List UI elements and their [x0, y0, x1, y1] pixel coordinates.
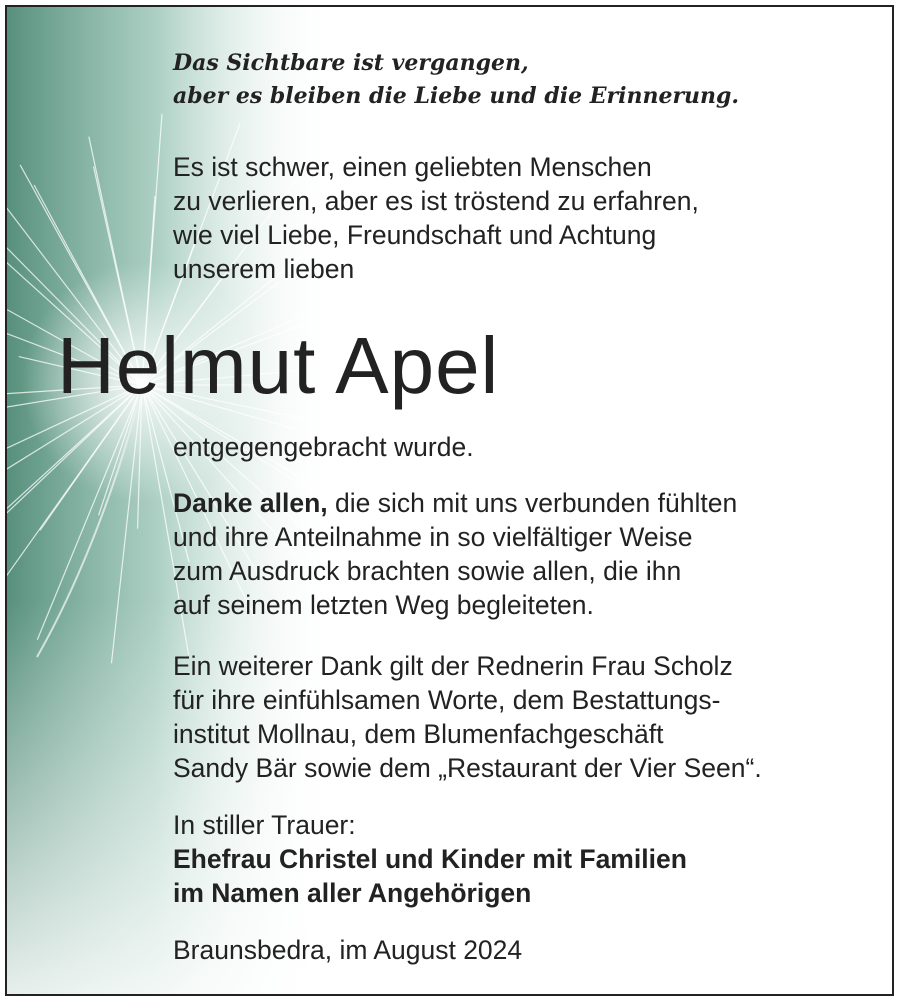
thanks-first-line [173, 486, 737, 520]
intro-line: zu verlieren, aber es ist tröstend zu erfahren, [173, 186, 699, 216]
further-thanks-paragraph [173, 649, 762, 785]
thanks-line: und ihre Anteilnahme in so vielfältiger Weise [173, 522, 693, 552]
mourners-name: im Namen aller Angehörigen [173, 878, 532, 908]
thanks-first-rest: die sich mit uns verbunden fühlten [327, 488, 738, 518]
intro-line: Es ist schwer, einen geliebten Menschen [173, 152, 652, 182]
mourners-block [173, 808, 687, 910]
received-text: entgegengebracht wurde. [173, 432, 474, 462]
further-thanks-line: institut Mollnau, dem Blumenfachgeschäft [173, 719, 664, 749]
thanks-line: zum Ausdruck brachten sowie allen, die ihn [173, 556, 682, 586]
thanks-line: auf seinem letzten Weg begleiteten. [173, 590, 594, 620]
further-thanks-line: Sandy Bär sowie dem „Restaurant der Vier Seen“. [173, 753, 762, 783]
memorial-quote [173, 47, 739, 113]
further-thanks-line: für ihre einfühlsamen Worte, dem Bestattungs- [173, 685, 721, 715]
quote-line: aber es bleiben die Liebe und die Erinnerung. [173, 83, 740, 109]
intro-line: wie viel Liebe, Freundschaft und Achtung [173, 220, 657, 250]
further-thanks-line: Ein weiterer Dank gilt der Rednerin Frau Scholz [173, 651, 733, 681]
mourners-name: Ehefrau Christel und Kinder mit Familien [173, 844, 687, 874]
intro-line: unserem lieben [173, 254, 355, 284]
obituary-notice [5, 5, 894, 996]
intro-paragraph [173, 150, 699, 286]
quote-line: Das Sichtbare ist vergangen, [173, 50, 529, 76]
deceased-name: Helmut Apel [57, 321, 500, 410]
mourners-intro: In stiller Trauer: [173, 810, 356, 840]
place-date: Braunsbedra, im August 2024 [173, 935, 523, 965]
thanks-lead: Danke allen, [173, 488, 328, 518]
thanks-paragraph [173, 486, 737, 622]
